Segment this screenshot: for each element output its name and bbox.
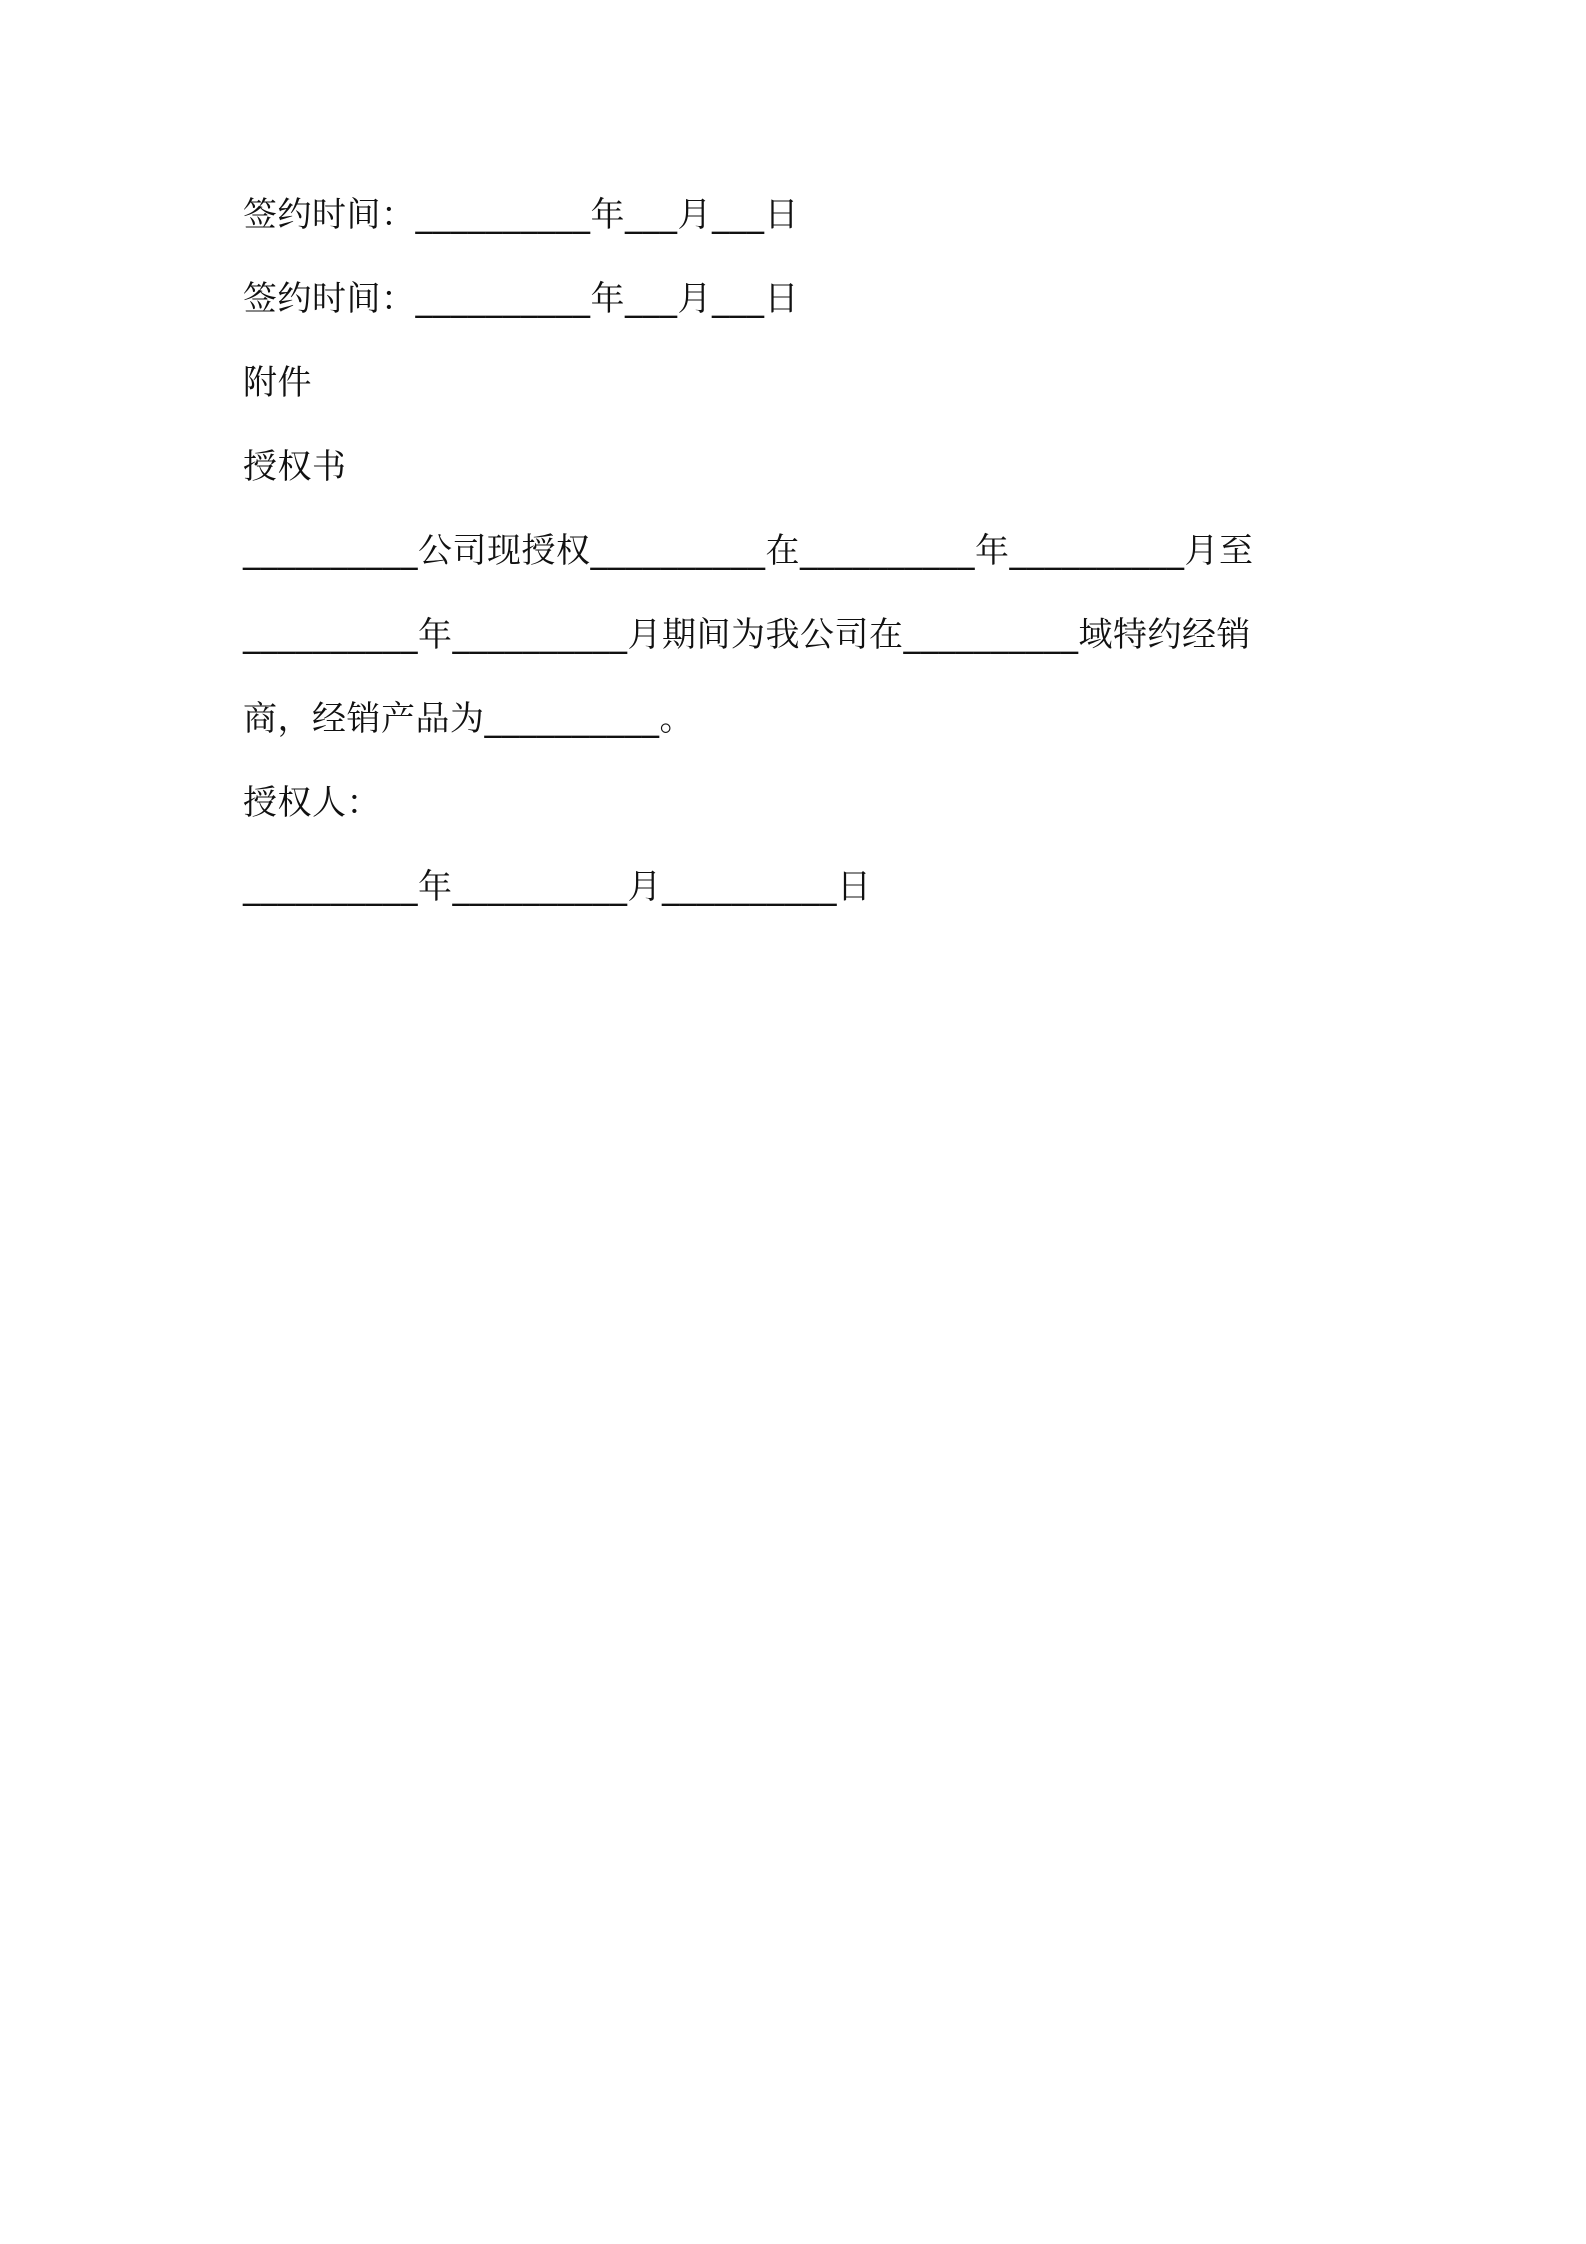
- authorization-date-line: __________年__________月__________日: [243, 867, 872, 907]
- authorization-text-line-3: 商，经销产品为__________。: [243, 699, 694, 739]
- authorizer-label: 授权人：: [243, 783, 381, 823]
- document-body: [243, 195, 1363, 951]
- signing-date-line-1: 签约时间：__________年___月___日: [243, 195, 799, 235]
- authorization-text-line-1: __________公司现授权__________在__________年__________月至: [243, 531, 1254, 571]
- signing-date-line-2: 签约时间：__________年___月___日: [243, 279, 799, 319]
- authorization-title: 授权书: [243, 447, 347, 487]
- attachment-heading: 附件: [243, 363, 312, 403]
- authorization-text-line-2: __________年__________月期间为我公司在__________域特约经销: [243, 615, 1251, 655]
